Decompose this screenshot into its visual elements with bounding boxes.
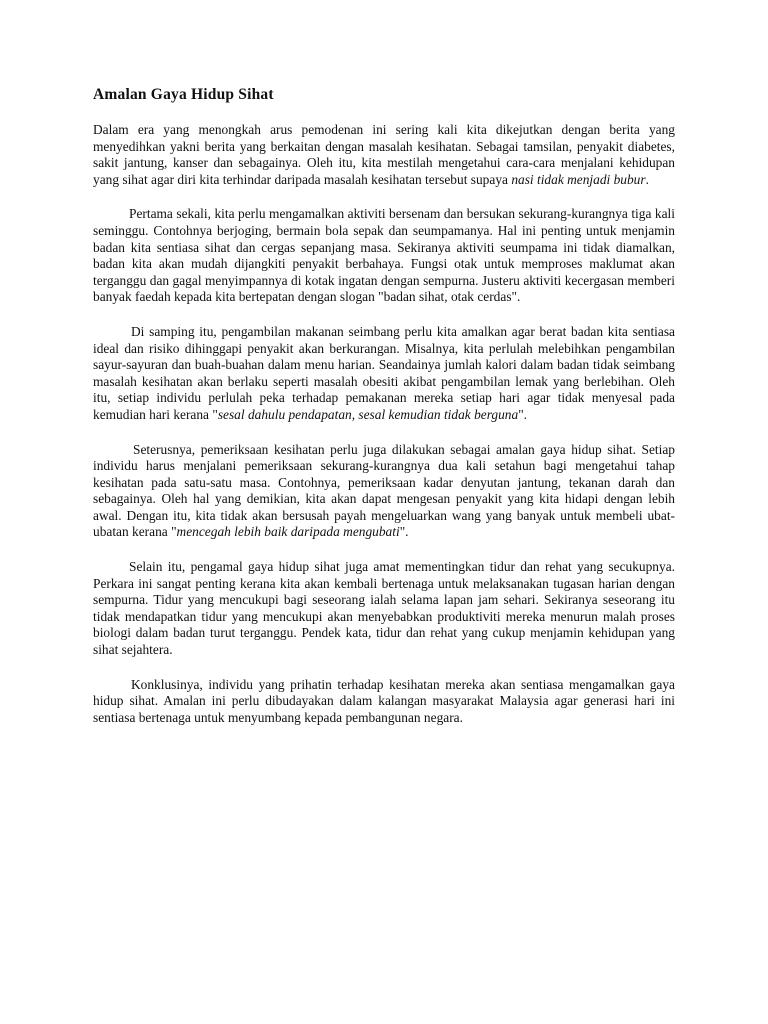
paragraph-conclusion: Konklusinya, individu yang prihatin terhadap kesihatan mereka akan sentiasa mengamalkan gaya hidup sihat. Amalan ini perlu dibudayakan dalam kalangan masyarakat Malaysia agar generasi hari ini sentiasa bertenaga untuk menyumbang kepada pembangunan negara. bbox=[93, 676, 675, 725]
paragraph-sleep: Selain itu, pengamal gaya hidup sihat juga amat mementingkan tidur dan rehat yang secukupnya. Perkara ini sangat penting kerana kita akan kembali bertenaga untuk melaksanakan tugasan harian dengan sempurna. Tidur yang mencukupi bagi seseorang ialah selama lapan jam sehari. Sekiranya seseorang itu tidak mendapatkan tidur yang mencukupi akan menyebabkan produktiviti mereka menurun malah proses biologi dalam badan turut terganggu. Pendek kata, tidur dan rehat yang cukup menjamin kehidupan yang sihat sejahtera. bbox=[93, 559, 675, 658]
paragraph-text: Dalam era yang menongkah arus pemodenan ini sering kali kita dikejutkan dengan berita yang menyedihkan yakni berita yang berkaitan dengan masalah kesihatan. Sebagai tamsilan, penyakit diabetes, sakit jantung, kanser dan sebagainya. Oleh itu, kita mestilah mengetahui cara-cara menjalani kehidupan yang sihat agar diri kita terhindar daripada masalah kesihatan tersebut supaya bbox=[93, 122, 675, 187]
italic-phrase: sesal dahulu pendapatan, sesal kemudian tidak berguna bbox=[217, 406, 519, 422]
italic-phrase: nasi tidak menjadi bubur bbox=[511, 171, 646, 187]
paragraph-text: ". bbox=[518, 406, 528, 422]
paragraph-diet bbox=[93, 324, 675, 424]
paragraph-text: Seterusnya, pemeriksaan kesihatan perlu juga dilakukan sebagai amalan gaya hidup sihat. Setiap individu harus menjalani pemeriksaan sekurang-kurangnya dua kali setahun bagi mengetahui tahap kesihatan pada satu-satu masa. Contohnya, pemeriksaan kadar denyutan jantung, tekanan darah dan sebagainya. Oleh hal yang demikian, kita akan dapat mengesan penyakit yang kita hidapi dengan lebih awal. Dengan itu, kita tidak akan bersusah payah mengeluarkan wang yang banyak untuk membeli ubat-ubatan kerana " bbox=[93, 441, 675, 540]
italic-phrase: mencegah lebih baik daripada mengubati bbox=[176, 524, 400, 540]
document-title: Amalan Gaya Hidup Sihat bbox=[93, 86, 274, 103]
paragraph-text: . bbox=[645, 171, 649, 187]
paragraph-text: ". bbox=[399, 524, 409, 540]
paragraph-introduction bbox=[93, 122, 675, 188]
paragraph-exercise: Pertama sekali, kita perlu mengamalkan aktiviti bersenam dan bersukan sekurang-kurangnya tiga kali seminggu. Contohnya berjoging, bermain bola sepak dan seumpamanya. Hal ini penting untuk menjamin badan kita sentiasa sihat dan cergas sepanjang masa. Sekiranya aktiviti seumpama ini tidak diamalkan, badan kita akan mudah dijangkiti penyakit berbahaya. Fungsi otak untuk memproses maklumat akan terganggu dan gagal menyimpannya di kotak ingatan dengan sempurna. Justeru aktiviti kecergasan memberi banyak faedah kepada kita bertepatan dengan slogan "badan sihat, otak cerdas". bbox=[93, 206, 675, 305]
paragraph-text: Di samping itu, pengambilan makanan seimbang perlu kita amalkan agar berat badan kita sentiasa ideal dan risiko dihinggapi penyakit akan berkurangan. Misalnya, kita perlulah melebihkan pengambilan sayur-sayuran dan buah-buahan dalam menu harian. Seandainya jumlah kalori dalam badan tidak seimbang masalah kesihatan akan berlaku seperti masalah obesiti akibat pengambilan lemak yang berlebihan. Oleh itu, setiap individu perlulah peka terhadap pemakanan mereka setiap hari agar tidak menyesal pada kemudian hari kerana " bbox=[93, 323, 675, 422]
paragraph-health-checkup bbox=[93, 442, 675, 542]
